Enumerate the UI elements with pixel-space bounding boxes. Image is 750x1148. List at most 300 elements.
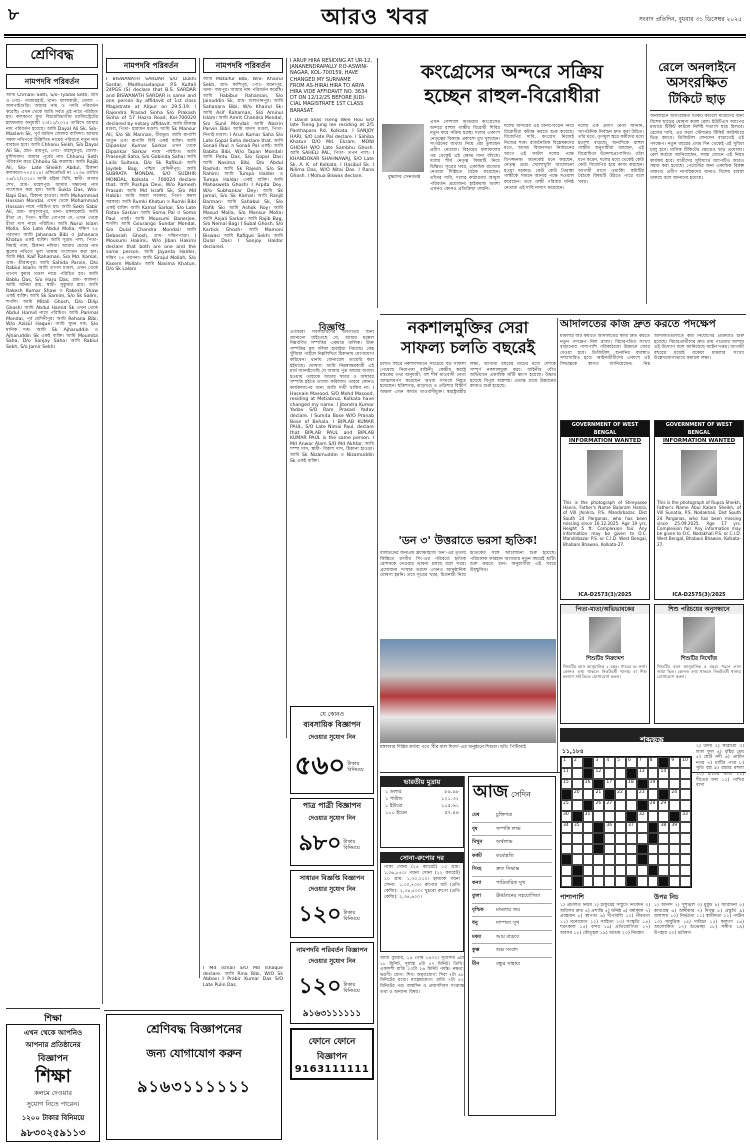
crossword-cell bbox=[637, 854, 648, 865]
divider bbox=[102, 44, 103, 1004]
crossword-cell[interactable] bbox=[637, 833, 648, 844]
crossword-cell[interactable] bbox=[583, 789, 594, 800]
crossword-cell-number: 9 bbox=[671, 758, 675, 763]
rail-story bbox=[650, 60, 744, 314]
crossword-cell[interactable] bbox=[669, 789, 680, 800]
business-ad-subtitle: ব্যবসায়িক বিজ্ঞাপন bbox=[303, 720, 361, 729]
crossword-down-title: উপর নিচ bbox=[654, 893, 679, 901]
crossword-cell[interactable] bbox=[626, 779, 637, 790]
divider bbox=[199, 58, 200, 978]
crossword-cell-number: 6 bbox=[627, 758, 631, 763]
crossword-cell[interactable] bbox=[604, 757, 615, 768]
classified-column-3 bbox=[203, 58, 283, 958]
classified-contact-sub: জন্য যোগাযোগ করুন bbox=[146, 1047, 242, 1060]
crossword-cell[interactable] bbox=[583, 854, 594, 865]
child-notice-right bbox=[654, 604, 744, 724]
gold-title: সোনা-রুপোর দর bbox=[381, 853, 463, 863]
shiksha-ad-big: শিক্ষা bbox=[35, 1066, 71, 1087]
crossword-cell[interactable] bbox=[680, 811, 691, 822]
crossword-cell-number: 16 bbox=[584, 779, 591, 785]
crossword-cell-number: 30 bbox=[563, 812, 569, 818]
matrimony-ad-cta: দেওয়ার সুযোগ নিন bbox=[308, 815, 356, 822]
crossword-cell[interactable] bbox=[669, 833, 680, 844]
classified-column-2 bbox=[106, 58, 196, 958]
affidavit-line: BARASAT. bbox=[290, 107, 314, 114]
crossword-cell-number: 33 bbox=[682, 812, 688, 818]
affidavit-line: JANANENDRAPALLY P.O-ASWINI- bbox=[290, 64, 369, 71]
crossword-cell[interactable] bbox=[626, 800, 637, 811]
lead-story-body-3: দলের এক প্রবীণ নেতা জানান, সাংগঠনিক নির্বাচন দ্রুত করা উচিত। তাঁর মতে, তৃণমূল স্তরে কর্মীদের মধ্যে হতাশা বাড়ছে। অন্যদিকে রাহুল গান্ধীর অনুগামীরা বলছেন, এই বিরোধিতা উদ্দেশ্যপ্রণোদিত। তাঁরা মনে করেন, দলের মধ্যে থেকেই কেউ কেউ বিজেপির হয়ে কাজ করছেন। আগামী মাসে ওয়ার্কিং কমিটির বৈঠকে বিষয়টি উঠতে পারে বলে খবর। bbox=[578, 124, 644, 185]
general-notice-ad[interactable] bbox=[290, 870, 374, 938]
classified-contact-ad[interactable] bbox=[106, 1014, 282, 1140]
crossword-cell[interactable] bbox=[615, 865, 626, 876]
crossword-cell bbox=[637, 779, 648, 790]
crossword-cell[interactable] bbox=[583, 865, 594, 876]
matrimony-ad[interactable] bbox=[290, 798, 374, 866]
crossword-number: ১১,১৮৪ bbox=[562, 748, 584, 755]
crossword-cell-number: 7 bbox=[638, 758, 642, 763]
classified-contact-phone: ৯১৬৩১১১১১১ bbox=[137, 1077, 251, 1096]
crossword-cell bbox=[648, 833, 659, 844]
crossword-cell-number: 15 bbox=[563, 779, 569, 785]
crossword-cell[interactable] bbox=[680, 789, 691, 800]
rail-story-body: অনলাইনে অসংরক্ষিত টিকিট কাটলে যাত্রীদের জন্য বিশেষ ছাড়ের ঘোষণা করল রেল। ইউটিএস অ্যাপের মাধ্যমে টিকিট কাটলে নির্দিষ্ট শতাংশ ছাড় মিলবে। রেলের দাবি, এর ফলে স্টেশনের টিকিট কাউন্টারে ভিড় কমবে। ডিজিটাল লেনদেন বাড়াতেই এই পদক্ষেপ। নতুন বছরের প্রথম দিন থেকেই এই সুবিধা চালু হবে। মাসিক টিকিটের ক্ষেত্রেও ছাড় প্রযোজ্য। রেল কর্তারা জানিয়েছেন, সমস্ত জোনে এই নিয়ম কার্যকর হবে। যাত্রীদের সুবিধার্থে অ্যাপটিও আরও সহজ করা হয়েছে। পেমেন্টের জন্য একাধিক বিকল্প থাকবে। প্রবীণ নাগরিকদের জন্যও বিশেষ ব্যবস্থা থাকছে বলে জানানো হয়েছে। bbox=[650, 114, 744, 181]
general-notice-ad-price: ১২০ bbox=[298, 901, 342, 927]
govt-notice-title-right: GOVERNMENT OF WEST BENGAL bbox=[655, 421, 743, 437]
crossword-cell-number: 36 bbox=[606, 822, 613, 828]
crossword-cell[interactable] bbox=[648, 800, 659, 811]
child-notice-body: শিশুটির বয়স আনুমানিক ২ বছর। গায়ের রং ফর্সা। কোনও তথ্য থাকলে নিকটবর্তী থানায় বা শিশু কল্যাণ সমিতিতে যোগাযোগ করুন। bbox=[563, 664, 647, 680]
general-notice-ad-cta: দেওয়ার সুযোগ নিন bbox=[308, 886, 356, 893]
shiksha-ad-phone: ৯৮৩০২৫৯১১৩ bbox=[20, 1128, 86, 1139]
child-notice-body-right: শিশুটির বয়স আনুমানিক ৫ বছর। পরনে লাল জামা ছিল। কোনও তথ্য থাকলে নিকটবর্তী থানায় যোগাযোগ করুন। bbox=[657, 664, 741, 680]
child-photo-right bbox=[683, 617, 715, 653]
crossword-cell[interactable] bbox=[637, 876, 648, 887]
crossword-cell[interactable] bbox=[593, 768, 604, 779]
naxal-story bbox=[380, 318, 556, 492]
crossword-cell-number: 22 bbox=[617, 790, 623, 796]
crossword-cell bbox=[637, 800, 648, 811]
photo-story-headline: 'ডন ৩' উত্তরাতে ভরসা হৃতিক! bbox=[398, 534, 538, 547]
page-title bbox=[250, 0, 500, 34]
crossword-cell[interactable] bbox=[593, 789, 604, 800]
crossword-cell[interactable] bbox=[583, 833, 594, 844]
crossword-cell[interactable] bbox=[572, 789, 583, 800]
crossword-cell[interactable] bbox=[561, 822, 572, 833]
affidavit-line: CIAL MAGISTRATE 1ST CLASS bbox=[290, 101, 364, 108]
section-title-text: শ্রেণিবদ্ধ bbox=[30, 48, 74, 63]
crossword-cell bbox=[561, 789, 572, 800]
event-photo bbox=[380, 639, 556, 743]
crossword-cell-number: 26 bbox=[595, 801, 602, 807]
crossword-cell[interactable] bbox=[669, 865, 680, 876]
crossword-cell[interactable] bbox=[583, 844, 594, 855]
crossword-cell[interactable] bbox=[572, 768, 583, 779]
crossword-cell[interactable] bbox=[583, 811, 594, 822]
crossword-across-clues: ১) প্রচলিত নিয়ম ২) ঠাকুরের সম্মুখে নিবেদন ৩) অতিশয় দ্রুত ৪) প্রশান্তি ৫) ঘনিষ্ঠ ৬) বর্ষাকাল ৭) প্রবহমান ৮) স্থাপত্য ৯) দীপাবলি ১০) নীরবতা ১১) মনোযোগ ১২) সাহিত্য ১৩) সংস্কৃতি ১৪) শরৎকাল ১৫) বন্দর ১৬) প্রতিযোগিতা ১৭) অবসর ১৮) কৌতূহল ১৯) আশ্রয় ২০) নিমন্ত্রণ bbox=[560, 903, 650, 936]
crossword-cell[interactable] bbox=[669, 876, 680, 887]
section-rule bbox=[104, 1010, 284, 1011]
crossword-cell[interactable] bbox=[583, 822, 594, 833]
crossword-cell[interactable] bbox=[648, 854, 659, 865]
child-notice-name: শিশুটির নিরুদ্দেশ bbox=[586, 656, 624, 662]
crossword-cell-number: 21 bbox=[595, 790, 602, 796]
crossword-cell[interactable] bbox=[637, 757, 648, 768]
crossword-across-title: পাশাপাশি bbox=[560, 893, 585, 901]
currency-box bbox=[380, 776, 464, 848]
crossword-cell[interactable] bbox=[637, 768, 648, 779]
missing-person-photo bbox=[587, 450, 623, 496]
crossword-cell[interactable] bbox=[680, 779, 691, 790]
crossword-cell[interactable] bbox=[561, 757, 572, 768]
crossword-cell[interactable] bbox=[615, 757, 626, 768]
name-change-ad-price: ১২০ bbox=[298, 973, 342, 999]
crossword-cell[interactable] bbox=[669, 800, 680, 811]
shiksha-heading: শিক্ষা bbox=[44, 1014, 62, 1024]
header-rule-2 bbox=[4, 37, 746, 38]
crossword-cell[interactable] bbox=[658, 833, 669, 844]
crossword-cell[interactable] bbox=[626, 865, 637, 876]
crossword-cell[interactable] bbox=[604, 833, 615, 844]
crossword-cell-number: 39 bbox=[671, 822, 678, 828]
page-number: ৮ bbox=[8, 5, 20, 25]
crossword-cell[interactable] bbox=[680, 844, 691, 855]
crossword-cell[interactable] bbox=[626, 789, 637, 800]
crossword-cell-number: 13 bbox=[638, 768, 645, 774]
crossword-cell bbox=[658, 876, 669, 887]
crossword-cell[interactable] bbox=[680, 800, 691, 811]
crossword-cell[interactable] bbox=[615, 811, 626, 822]
crossword-header bbox=[560, 728, 744, 746]
crossword-cell-number: 20 bbox=[573, 790, 580, 796]
court-story bbox=[560, 318, 744, 420]
crossword-cell[interactable] bbox=[626, 844, 637, 855]
crossword-cell[interactable] bbox=[669, 757, 680, 768]
divider bbox=[557, 318, 558, 773]
crossword-cell[interactable] bbox=[561, 844, 572, 855]
shiksha-ad-line2: আপনার প্রতিষ্ঠানের bbox=[25, 1041, 81, 1049]
affidavit-line: NAGAR, KOL-700159, HAVE bbox=[290, 70, 359, 77]
rail-headline-1: রেলে অনলাইনে bbox=[658, 60, 736, 74]
crossword-cell[interactable] bbox=[572, 779, 583, 790]
crossword-cell[interactable] bbox=[561, 811, 572, 822]
affidavit-line: I ARUP HIRA RESIDING AT UR-12, bbox=[290, 58, 372, 64]
crossword-cell[interactable] bbox=[615, 844, 626, 855]
name-change-ad-title: নামপদবি পরিবর্তন বিজ্ঞাপন bbox=[296, 946, 368, 954]
crossword-cell-number: 11 bbox=[563, 768, 569, 774]
crossword-cell[interactable] bbox=[669, 854, 680, 865]
crossword-cell-number: 19 bbox=[649, 779, 656, 785]
crossword-cell[interactable] bbox=[680, 865, 691, 876]
crossword-cell[interactable] bbox=[561, 779, 572, 790]
crossword-cell[interactable] bbox=[626, 757, 637, 768]
panjika-text: আজ বুধবার, ১৫ পৌষ ১৪৩২। সূর্যোদয় ৬টা ১৮ মিনিট, সূর্যাস্ত ৪টা ৫৭ মিনিট। তিথি: একাদশী রাত্রি ১০টা ২৬ মিনিট পর্যন্ত। নক্ষত্র: ভরণী। যোগ: শিব। অমৃতযোগ: দিবা ৭টা ৪৮ মিনিটের মধ্যে। মাহেন্দ্রযোগ: রাত্রি ৭টা ৫২ মিনিটের পর। জন্মদিন ও প্রয়াণদিবস সংক্রান্ত তথ্য ও অন্যান্য বিষয়। bbox=[380, 956, 464, 995]
phone-ad[interactable] bbox=[290, 1028, 374, 1080]
crossword-cell-number: 17 bbox=[606, 779, 613, 785]
crossword-cell[interactable] bbox=[680, 822, 691, 833]
crossword-cell[interactable] bbox=[561, 833, 572, 844]
naxal-headline-2: সাফল্য চলতি বছরেই bbox=[401, 338, 535, 357]
crossword-cell[interactable] bbox=[572, 833, 583, 844]
crossword-cell[interactable] bbox=[593, 757, 604, 768]
crossword-cell-number: 5 bbox=[617, 758, 621, 763]
crossword-cell[interactable] bbox=[604, 811, 615, 822]
crossword-cell bbox=[583, 800, 594, 811]
govt-notice-sub: INFORMATION WANTED bbox=[568, 438, 642, 444]
lead-headline bbox=[380, 60, 644, 108]
crossword-cell[interactable] bbox=[680, 768, 691, 779]
crossword-cell bbox=[583, 757, 594, 768]
crossword-cell[interactable] bbox=[637, 789, 648, 800]
classified-body-lower: I Md Ismail S/O Md Ishaque declare. আমি Rina Bibi, W/O Sk Abbas। I Prabir Kumar Das S/O Late Pulin Das. bbox=[203, 966, 283, 988]
crossword-cell[interactable] bbox=[615, 822, 626, 833]
crossword-cell[interactable] bbox=[604, 768, 615, 779]
rail-headline-3: টিকিটে ছাড় bbox=[668, 92, 726, 106]
general-notice-ad-unit: টাকার বিনিময়ে bbox=[343, 909, 360, 922]
divider bbox=[464, 776, 465, 1116]
crossword-cell[interactable] bbox=[648, 844, 659, 855]
crossword-cell bbox=[583, 768, 594, 779]
crossword-cell[interactable] bbox=[561, 768, 572, 779]
shiksha-ad[interactable] bbox=[6, 1024, 100, 1142]
crossword-cell[interactable] bbox=[615, 789, 626, 800]
crossword-title: শব্দছক bbox=[640, 736, 664, 746]
crossword-cell[interactable] bbox=[572, 800, 583, 811]
crossword-cell bbox=[626, 811, 637, 822]
rail-rule bbox=[650, 110, 744, 111]
crossword-cell-number: 31 bbox=[584, 812, 591, 818]
crossword-cell-number: 24 bbox=[671, 790, 678, 796]
crossword-cell[interactable] bbox=[604, 822, 615, 833]
crossword-clues bbox=[560, 892, 744, 1142]
crossword-cell[interactable] bbox=[658, 768, 669, 779]
name-change-subhead-2: নামপদবি পরিবর্তন bbox=[106, 58, 196, 73]
crossword-cell[interactable] bbox=[648, 779, 659, 790]
lead-story-byline: বুদ্ধদেব সেনগুপ্ত bbox=[387, 174, 421, 180]
crossword-cell[interactable] bbox=[637, 811, 648, 822]
crossword-cell bbox=[561, 854, 572, 865]
crossword-cell-number: 35 bbox=[573, 822, 580, 828]
crossword-cell[interactable] bbox=[680, 876, 691, 887]
crossword-cell[interactable] bbox=[626, 854, 637, 865]
crossword-cell-number: 12 bbox=[595, 768, 602, 774]
crossword-cell[interactable] bbox=[572, 854, 583, 865]
crossword-cell[interactable] bbox=[583, 876, 594, 887]
matrimony-ad-unit: টাকার বিনিময়ে bbox=[343, 838, 360, 851]
page-title-text: আরও খবর bbox=[321, 4, 429, 30]
crossword-cell bbox=[572, 811, 583, 822]
crossword-cell-number: 28 bbox=[649, 801, 656, 807]
crossword-cell[interactable] bbox=[658, 800, 669, 811]
crossword-cell bbox=[626, 876, 637, 887]
child-notice-left bbox=[560, 604, 650, 724]
crossword-cell-number: 8 bbox=[649, 758, 653, 763]
dateline: সংবাদ প্রতিদিন, বুধবার ৩১ ডিসেম্বর ২০২৫ bbox=[638, 16, 742, 23]
currency-title: ভারতীয় মুদ্রায় bbox=[381, 777, 463, 787]
crossword-cell-number: 1 bbox=[563, 758, 566, 763]
crossword-cell bbox=[648, 822, 659, 833]
crossword-cell bbox=[572, 876, 583, 887]
crossword-cell[interactable] bbox=[615, 800, 626, 811]
matrimony-ad-title: পাত্র পাত্রী বিজ্ঞাপন bbox=[302, 801, 362, 810]
crossword-cell[interactable] bbox=[669, 844, 680, 855]
govt-notice-title: GOVERNMENT OF WEST BENGAL bbox=[561, 421, 649, 437]
child-photo-left bbox=[589, 617, 621, 653]
lead-story-body-1: এখন সোশ্যাল মিডিয়ায় কংগ্রেসের অন্দরে রাহুল গান্ধীর বিরোধী শিবির নতুন করে সক্রিয় হচ্ছে। দলের একাংশ নেতৃত্বের বিরুদ্ধে প্রকাশ্যে মুখ খুলছেন। সংগঠনের ব্যর্থতা নিয়ে প্রশ্ন তুলছেন প্রবীণ নেতারা। বিহারের ফলাফলের পর থেকেই এই ক্ষোভ দানা বাঁধছে। দলের শীর্ষ নেতৃত্ব বিষয়টি নিয়ে চিন্তিত। সূত্রের খবর, একাধিক রাজ্যের নেতারা দিল্লিতে বৈঠক করেছেন। তাঁদের দাবি, দলের কাঠামোয় আমূল পরিবর্তন প্রয়োজন। হাইকমান্ড অবশ্য এখনও কোনও প্রতিক্রিয়া দেয়নি। bbox=[430, 120, 500, 193]
govt-notice-left bbox=[560, 420, 650, 600]
divider bbox=[286, 58, 287, 738]
crossword-cell[interactable] bbox=[626, 822, 637, 833]
crossword-cell[interactable] bbox=[637, 822, 648, 833]
crossword-across-side: ১) উদয় ২) কাঠামো ৩) লাল ফুল ৪) বৃষ্টির মেঘ ৫) ছোট নদী ৬) প্রাচীন নগর ৭) মাটির পাত্র ৮) সুতি বস্ত্র ৯) রান্নার মশলা ১০) হাতের কাজ ১১) শীতের ফল ১২) পাখির বাসা bbox=[696, 744, 744, 789]
crossword-cell[interactable] bbox=[669, 768, 680, 779]
crossword-cell[interactable] bbox=[572, 844, 583, 855]
aaj-sub: সেদিন bbox=[511, 790, 531, 799]
crossword-cell[interactable] bbox=[648, 757, 659, 768]
crossword-cell[interactable] bbox=[637, 865, 648, 876]
notice-column bbox=[290, 58, 374, 333]
lead-headline-line2: হচ্ছেন রাহুল-বিরোধীরা bbox=[424, 85, 600, 107]
shiksha-ad-price: ১২০০ টাকার বিনিময়ে bbox=[21, 1114, 85, 1122]
crossword-cell bbox=[593, 833, 604, 844]
crossword-cell-number: 32 bbox=[638, 812, 645, 818]
classified-body-2: I BISWANATH SARDAR S/O Dukhi Sardar, Madhusudanpur P.S Kultali 24PGS (S) declare that B.S. SARDAR and BISWANATH SARDAR is same and one person by affidavit of 1st class Magistrate at Alipur on 29.5.19. I Rajendra Prasad Sinha S/o Prakash Sinha of 57 Hazra Road, Kol-700029 declared by notary affidavit. আমি শ্রীকান্ত মণ্ডল, পিতা- হারাধন মণ্ডল। আমি Sk Mansur Ali, S/o Sk Mannan, বীরভূম। আমি রূপালি খাতুন এবং রূপালি বিবি একই ব্যক্তি। আমি Dipankar Kumar Sarkar এখন থেকে Dipankar Sarkar নামে পরিচিত। আমি Prasenjit Saha, S/o Gobinda Saha। আমি Laila Sultana, D/o Sk Rafikul। আমি Joydeb Bag, পশ্চিম মেদিনীপুর। আমি SUBRATA MONDAL S/O SUDHIR MONDAL, Kolkata - 700024 declare that. আমি Pushpa Devi, W/o Ramesh Prasad। আমি Md Israfil Sk, S/o Md Habib। আমি অমল সরকার, পিতা- কমল সরকার। আমি Rumki Khatun ও Rumki Bibi একই ব্যক্তি। আমি Kamal Sarkar, S/o Late Ratan Sarkar। আমি Soma Pal ও Soma Paul একই। আমি Mousumi Banerjee, হুগলি। আমি Gourango Sundar Mondal, S/o Dulal Chandra Mondal। আমি Debasish Ghosh, গ্রাম- দক্ষিণপাড়া। I Mousumi Hakimi, W/o Jiban Hakimi declare that both are one and the same person. আমি Jayanta Halder, দক্ষিণ ২৪ পরগনা। আমি Sirajul Mollah, S/o Kasem Mollah। আমি Nasima Khatun, D/o Sk Lalan। bbox=[106, 77, 196, 273]
divider bbox=[377, 58, 378, 308]
affidavit-line: FROM AS-HIRAI HIRA TO ARYA bbox=[290, 82, 365, 89]
vigyapti-heading: বিজ্ঞপ্তি bbox=[290, 322, 374, 335]
crossword-cell bbox=[669, 811, 680, 822]
business-ad-price: ৫৬০ bbox=[294, 751, 346, 781]
court-headline: আদালতের কাজ দ্রুত করতে পদক্ষেপ bbox=[560, 318, 716, 330]
lead-story-body-2: দলের অন্দরের এই টানাপোড়েন নিয়ে বিরোধীরা কটাক্ষ করতে শুরু করেছে। বিজেপির দাবি, কংগ্রেস নিজেই নিজের শত্রু। রাজনৈতিক বিশ্লেষকদের মতে, আসন্ন বিধানসভা নির্বাচনের আগে এই ফাটল দলের পক্ষে বিপজ্জনক। অনেকেই মনে করছেন, নেতৃত্ব প্রশ্নে খোলাখুলি আলোচনা হওয়া দরকার। কেউ কেউ প্রিয়াঙ্কা গান্ধীকে সামনে আনার পক্ষে সওয়াল করেছেন। তবে গান্ধী পরিবার ঘনিষ্ঠ নেতারা এই দাবি নস্যাৎ করেছেন। bbox=[504, 124, 574, 191]
crossword-cell-number: 18 bbox=[627, 779, 634, 785]
child-notice-name-right: শিশুটির নিখোঁজ bbox=[680, 656, 718, 662]
crossword-cell[interactable] bbox=[604, 844, 615, 855]
crossword-cell-number: 4 bbox=[606, 758, 610, 763]
crossword-cell[interactable] bbox=[615, 876, 626, 887]
crossword-cell[interactable] bbox=[593, 876, 604, 887]
crossword-cell[interactable] bbox=[658, 844, 669, 855]
crossword-cell[interactable] bbox=[680, 757, 691, 768]
naxal-headline-1: নকশালমুক্তির সেরা bbox=[407, 318, 529, 337]
crossword-cell-number: 25 bbox=[563, 801, 569, 807]
naxal-story-body: চলতি বছরে নকশালদমনে সবচেয়ে বড় সাফল্য পেয়েছে নিরাপত্তা বাহিনী। কেন্দ্রীয় স্বরাষ্ট্র মন্ত্রকের তথ্য অনুযায়ী, বহু শীর্ষ মাওবাদী নেতা আত্মসমর্পণ করেছেন অথবা সংঘর্ষে নিহত হয়েছেন। ছত্তিশগড়, ঝাড়খণ্ড ও ওড়িশার বিস্তীর্ণ অঞ্চল এখন কার্যত মাওবাদীমুক্ত। স্বরাষ্ট্রমন্ত্রীর লক্ষ্য, আগামী বছরের মার্চের মধ্যে দেশকে সম্পূর্ণ নকশালমুক্ত করা। বাহিনীর যৌথ অভিযানে একাধিক ঘাঁটি ধ্বংস হয়েছে। উদ্ধার হয়েছে বিপুল অস্ত্রশস্ত্র। প্রত্যন্ত গ্রামে উন্নয়নের কাজও শুরু হয়েছে। bbox=[380, 362, 556, 395]
divider bbox=[377, 320, 378, 1140]
crossword-cell[interactable] bbox=[593, 800, 604, 811]
lead-headline-line1: কংগ্রেসের অন্দরে সক্রিয় bbox=[420, 61, 604, 83]
crossword-cell-number: 34 bbox=[563, 822, 569, 828]
classified-body: আমি Chmani Seth, S/o- Iyadal Seth, গ্রাম ও পোঃ- গাজারহাট, থানা- ফালাকাটা, জেলা: - জলপাইগুড়ি। আমার নাম ও পদবি পরিবর্তন করেছি। এখন থেকে আমি সর্বত্র এই নামে পরিচিত হব। কলকাতা মুখ্য বিচারবিভাগীয় ম্যাজিস্ট্রেটের হলফনামা অনুযায়ী ২৩/১২/২০২৫ তারিখে আমার নাম পরিবর্তন হয়েছে। আমি Dayal Ali Sk, S/o- Maslem Sk, পূর্ব বর্ধমান জেলার বাসিন্দা। আমার সকল নথিপত্রে উল্লিখিত নামের পরিবর্তে নতুন নাম ব্যবহৃত হবে। আমি Chhonu Seikh, S/o Dayal Ali Sk, গ্রাম- রামপুর, পোঃ- বাহাদুরপুর, জেলা- মুর্শিদাবাদ। আমার পূর্বের নাম Chhonu Seth পরিবর্তন করে Chhonu Sk করলাম। আমি Rajib Ali, S/o- Late Sheikh Abdul, ঠিকানা কলকাতা-৭০০০১৪। এফিডেভিট নং ১২৩৪ তারিখ ২৬/১২/২০২৫। আমি রহিমা বিবি, স্বামী- আলম শেখ, গ্রাম- মহেশপুর। আমার সন্তানের নাম সংশোধন করা হল। আমি Sukla Das, W/o- Bapi Das, ঠিকানা হাওড়া। আমি Mohammad Hossain Mondal, এখন থেকে Mohammad Hossain নামে পরিচিত হব। আমি Sekh Sabir Ali, গ্রাম- বাসুদেবপুর, থানা- মঙ্গলকোট। আমি রীতা দে, পিতা- স্বর্গীয় গোপাল দে, এখন থেকে রীতা দাস নামে পরিচিত। আমি Nurul Islam Molla, S/o Late Abdul Molla, দক্ষিণ ২৪ পরগনা। আমি Jahanara Bibi ও Jahanara Khatun একই ব্যক্তি। আমি সুব্রত পাল, পিতা- নিমাই পাল, ঠিকানা নদিয়া। আমার মেয়ের নাম স্কুলের নথিতে ভুল থাকায় সংশোধন করা হল। আমি Md. Kaif Rahaman, S/o Md. Kamal, গ্রাম- শ্রীরামপুর। আমি Sahida Parvin, D/o Rabiul Islam। আমি তাপস মণ্ডল, এখন থেকে তাপস কুমার মণ্ডল নামে পরিচিত হব। আমি Bablu Das, S/o Haru Das, গ্রাম- কালনা। আমি অনিমা রায়, স্বামী- সুকুমার রায়। আমি Rakesh Kumar Shaw ও Rakesh Shaw একই ব্যক্তি। আমি Sk Samim, S/o Sk Salim, হুগলি। আমি Mitali Ghosh, D/o Dilip Ghosh। আমি Abdul Hamid Sk এখন থেকে Abdul Hamid নামে পরিচিত। আমি Parimal Mondal, পূর্ব মেদিনীপুর। আমি Rehana Bibi, W/o Azizul Haque। আমি সুমন দত্ত, S/o মানিক দত্ত। আমি Sk Ajharuddin ও Ajharuddin Sk একই ব্যক্তি। আমি Moumita Saha, D/o Sanjay Saha। আমি Rabiul Sekh, S/o Jamir Sekh। bbox=[6, 93, 98, 350]
child-notice-head-right: শিশু পরিচয়ের অনুসন্ধানে bbox=[655, 605, 743, 614]
crossword-cell[interactable] bbox=[658, 822, 669, 833]
crossword-cell[interactable] bbox=[561, 876, 572, 887]
crossword-cell bbox=[648, 865, 659, 876]
crossword-cell[interactable] bbox=[593, 811, 604, 822]
name-change-ad[interactable] bbox=[290, 942, 374, 1024]
crossword-cell-number: 29 bbox=[660, 801, 667, 807]
lead-story-photo bbox=[382, 124, 424, 172]
crossword-cell[interactable] bbox=[658, 854, 669, 865]
crossword-cell[interactable] bbox=[615, 768, 626, 779]
crossword-cell-number: 23 bbox=[638, 790, 645, 796]
crossword-cell[interactable] bbox=[680, 854, 691, 865]
notice-body: I David alias Tseng Wee Hou S/O late Tseng Jung lee residing at 2/5 Panthapara Rd, Kolkata. I SANJOY HARI, S/O Late Pal declare. I Sahiba Khatun D/O Md. Ekram. MONI GHOSH W/O Late Sambhu Ghosh. আমি SAHELI PAL, পিতা- তপন পাল। I KHANDOKAR SHAHNAWAJ, S/O Late Sk. A. K. of Kolkata. I Hasibul Sk. I Nilima Das, W/O Nitai Das. I Rana Ghosh. I Mohua Biswas declare. bbox=[290, 117, 374, 179]
crossword-cell bbox=[604, 789, 615, 800]
crossword-cell[interactable] bbox=[572, 822, 583, 833]
govt-notice-body-right: This is the photograph of Rupsa Sheikh, Father's Name Abul Kalam Sheikh, of Vill Sunatia, P.S. Nodakhali, Dist South 24 Parganas, who has been missing since 25.09.2025. Age 17 yrs. Complexion fair. Any information may be given to O.C. Nodakhali P.S. or C.I.D. West Bengal, Bhabani Bhawan, Kolkata-27. bbox=[657, 500, 741, 547]
divider bbox=[646, 44, 647, 304]
crossword-cell[interactable] bbox=[658, 779, 669, 790]
govt-notice-right bbox=[654, 420, 744, 600]
photo-story-body: বলিউডের জনপ্রিয় ফ্র্যাঞ্চাইজি 'ডন'-এর তৃতীয় কিস্তিতে রণবীর সিং-এর পরিবর্তে হৃতিক রোশনকে নেওয়ার ভাবনা চলছে বলে খবর। প্রযোজনা সংস্থার তরফে এখনও আনুষ্ঠানিক ঘোষণা হয়নি। তবে সূত্রের খবর, চিত্রনাট্য নিয়ে হৃতিকের সঙ্গে আলোচনা শুরু হয়েছে। পরিচালক ফারহান আখতার নতুন বছরেই শুটিং শুরু করতে চান। অনুরাগীরা এই খবরে উচ্ছ্বসিত। bbox=[380, 551, 556, 579]
crossword-cell[interactable] bbox=[604, 800, 615, 811]
general-notice-ad-title: সাধারন বিজ্ঞপ্তি বিজ্ঞাপন bbox=[299, 874, 365, 882]
phone-ad-number: 9163111111 bbox=[294, 1064, 370, 1075]
affidavit-line: CHANGED MY SURNAME bbox=[290, 76, 351, 83]
affidavit-line: HIRA VIDE AFFIDAVIT NO. 3634 bbox=[290, 89, 368, 96]
classified-contact-title: শ্রেণিবদ্ধ বিজ্ঞাপনের bbox=[146, 1022, 242, 1036]
crossword-grid[interactable] bbox=[560, 756, 692, 888]
crossword-cell bbox=[658, 757, 669, 768]
crossword-cell[interactable] bbox=[604, 876, 615, 887]
crossword-cell[interactable] bbox=[615, 854, 626, 865]
crossword-cell bbox=[658, 789, 669, 800]
crossword-cell[interactable] bbox=[572, 757, 583, 768]
gold-rows: পাকা সোনা (২৪ ক্যারেট) ১০ গ্রাম: ১,৩৬,৮৫০। গয়না সোনা (২২ ক্যারেট) ১০ গ্রাম: ১,৩০,০১০। হলমার্ক গয়না সোনা: ১,৩০,৭০০। রুপোর বাট (প্রতি কেজি): ২,৩৪,৫০০। খুচরো রুপো (প্রতি কেজি): ২,৩৪,৬০০। bbox=[384, 865, 460, 900]
crossword-cell[interactable] bbox=[626, 833, 637, 844]
crossword-cell[interactable] bbox=[658, 811, 669, 822]
event-photo-caption: মঙ্গলবার দিল্লির কর্তব্য পথে 'বীর বাল দিবস'-এর অনুষ্ঠানে শিশুরা। ছবি: পিটিআই bbox=[380, 745, 526, 750]
crossword-cell[interactable] bbox=[604, 865, 615, 876]
crossword-cell[interactable] bbox=[669, 779, 680, 790]
matrimony-ad-price: ৯৮০ bbox=[298, 830, 342, 856]
crossword-cell[interactable] bbox=[648, 768, 659, 779]
gold-box bbox=[380, 852, 464, 952]
crossword-cell[interactable] bbox=[593, 865, 604, 876]
missing-person-photo-right bbox=[681, 450, 717, 496]
business-ad-title: যে কোনও bbox=[319, 711, 345, 718]
name-change-subhead: নামপদবি পরিবর্তন bbox=[6, 74, 98, 89]
phone-ad-title: ফোনে ফোনে bbox=[308, 1037, 356, 1047]
section-rule bbox=[6, 1008, 100, 1009]
name-change-ad-phone: ৯১৬৩১১১১১১ bbox=[302, 1009, 362, 1019]
crossword-cell[interactable] bbox=[561, 800, 572, 811]
crossword-cell[interactable] bbox=[604, 779, 615, 790]
crossword-cell[interactable] bbox=[669, 822, 680, 833]
crossword-cell bbox=[593, 844, 604, 855]
crossword-cell[interactable] bbox=[658, 865, 669, 876]
crossword-cell[interactable] bbox=[615, 779, 626, 790]
shiksha-ad-line4: কলমে দেওয়ার bbox=[34, 1089, 72, 1097]
crossword-cell[interactable] bbox=[648, 811, 659, 822]
crossword-cell[interactable] bbox=[680, 833, 691, 844]
crossword-cell[interactable] bbox=[615, 833, 626, 844]
govt-notice-sub-right: INFORMATION WANTED bbox=[662, 438, 736, 444]
crossword-cell[interactable] bbox=[604, 854, 615, 865]
crossword-cell bbox=[593, 822, 604, 833]
crossword-cell[interactable] bbox=[593, 854, 604, 865]
affidavit-line: DT ON 12/12/25 BEFORE JUDI- bbox=[290, 95, 366, 102]
crossword-cell[interactable] bbox=[648, 789, 659, 800]
classified-column bbox=[6, 44, 98, 1000]
ica-right: ICA-D2575(3)/2025 bbox=[672, 592, 726, 598]
crossword-cell[interactable] bbox=[648, 876, 659, 887]
crossword-cell[interactable] bbox=[561, 865, 572, 876]
court-story-body: মামলার জট কমাতে আদালতের কাজ দ্রুত করতে নতুন পদক্ষেপ নিল রাজ্য। বিচারপতির সংখ্যা বাড়ানোর পাশাপাশি পরিকাঠামো উন্নয়নে জোর দেওয়া হবে। ডিজিটাল শুনানির ব্যবস্থাও সম্প্রসারিত হবে। আইনজীবীদের একাংশ এই সিদ্ধান্তকে স্বাগত জানিয়েছেন। নিম্ন আদালতগুলিতে কর্মী নিয়োগের প্রক্রিয়াও শুরু হয়েছে। বিচারপ্রার্থীদের দ্রুত রায় পাওয়ার আশায় এই উদ্যোগ বলে জানিয়েছে আইন দপ্তর। আগামী বছরের মধ্যেই বকেয়া মামলার সংখ্যা উল্লেখযোগ্যভাবে কমানো লক্ষ্য। bbox=[560, 334, 744, 367]
business-ad[interactable] bbox=[290, 706, 374, 794]
classified-body-3: আমি Mataifur Bibi, W/o- Khairul Sekh, গ্রাম- কাশিপুর, পোঃ- ময়নাপুর, থানা- জয়পুর। আমার নাম পরিবর্তন করেছি। আমি Habibur Rahaman, S/o Jainuddin Sk, গ্রাম- শুলতানপুর। আমি Sahanara Bibi, W/o Khairul Sk। আমি Asif Rahaman, S/o Aminul Islam। আমি Amrit Chandra Mondal, S/o Sunil Mondal। আমি Nasrin Parvin Bibi। আমি মানস মণ্ডল, পিতা- নিতাই মণ্ডল। I Arun Kumar Saha S/o Late Gopal Saha declare that. আমি Sonali Paul ও Sonali Pal একই। আমি Babita Bibi, W/o Tapan Mondal। আমি Pintu Das, S/o Gopal Das। আমি Nasima Bibi, D/o Abdul Rashid। আমি Sk Rajesh, S/o Sk Rahim। আমি Tumpa Halder ও Tumpa Haldar একই ব্যক্তি। আমি Mahasweta Ghosh। I Arpita Dey, W/o Subhankar Dey। আমি Sk Jamal, S/o Sk Kamal। আমি Ranjit Barman। আমি Sahabul Sk, S/o Rafik Sk। আমি Ashok Roy। আমি Masud Molla, S/o Mansur Molla। আমি Anjali Sarkar। আমি Rajib Bag, S/o Nemai Bag। I Subal Ghosh, S/o Kartick Ghosh। আমি Mamoni Biswas। আমি Rafique Sekh। আমি Dulal Das। I Sanjoy Haldar declared. bbox=[203, 77, 283, 250]
crossword-cell[interactable] bbox=[583, 779, 594, 790]
